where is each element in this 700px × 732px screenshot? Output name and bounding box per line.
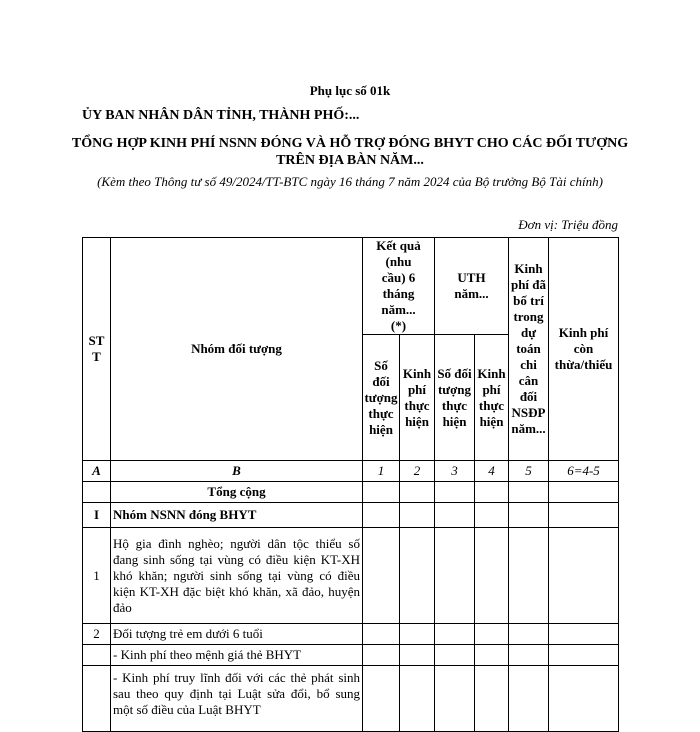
row-stt: 1 xyxy=(83,528,111,624)
value-cell xyxy=(549,645,619,666)
row-stt: 2 xyxy=(83,624,111,645)
row-total-label: Tổng cộng xyxy=(111,482,363,503)
value-cell xyxy=(400,645,435,666)
value-cell xyxy=(400,482,435,503)
value-cell xyxy=(549,624,619,645)
row-label: - Kinh phí truy lĩnh đối với các thẻ phát sinh sau theo quy định tại Luật sửa đổi, bổ sung một số điều của Luật BHYT xyxy=(111,666,363,732)
row-label: Hộ gia đình nghèo; người dân tộc thiểu số đang sinh sống tại vùng có điều kiện KT-XH khó khăn; người sinh sống tại vùng có điều kiện KT-XH đặc biệt khó khăn, xã đảo, huyện đảo xyxy=(111,528,363,624)
header-uth: UTH năm... xyxy=(435,238,509,335)
value-cell xyxy=(363,503,400,528)
header-stt: STT xyxy=(83,238,111,461)
value-cell xyxy=(509,503,549,528)
document-title: TỔNG HỢP KINH PHÍ NSNN ĐÓNG VÀ HỖ TRỢ ĐÓNG BHYT CHO CÁC ĐỐI TƯỢNG TRÊN ĐỊA BÀN NĂM... xyxy=(71,136,629,168)
value-cell xyxy=(400,503,435,528)
row-label: Đối tượng trẻ em dưới 6 tuổi xyxy=(111,624,363,645)
value-cell xyxy=(435,503,475,528)
code-cell: 3 xyxy=(435,461,475,482)
table-row xyxy=(83,503,619,528)
code-cell: 4 xyxy=(475,461,509,482)
row-stt xyxy=(83,666,111,732)
header-result: Kết quả (nhu cầu) 6 tháng năm... (*) xyxy=(363,238,435,335)
value-cell xyxy=(363,528,400,624)
code-cell: B xyxy=(111,461,363,482)
row-label: - Kinh phí theo mệnh giá thẻ BHYT xyxy=(111,645,363,666)
value-cell xyxy=(549,503,619,528)
table-row xyxy=(83,624,619,645)
value-cell xyxy=(363,482,400,503)
value-cell xyxy=(509,482,549,503)
value-cell xyxy=(400,528,435,624)
table-row xyxy=(83,482,619,503)
column-code-row xyxy=(83,461,619,482)
value-cell xyxy=(549,666,619,732)
value-cell xyxy=(363,666,400,732)
value-cell xyxy=(509,528,549,624)
value-cell xyxy=(400,624,435,645)
header-allocated: Kinh phí đã bố trí trong dự toán chi cân đối NSĐP năm... xyxy=(509,238,549,461)
code-cell: 2 xyxy=(400,461,435,482)
row-stt xyxy=(83,482,111,503)
value-cell xyxy=(509,624,549,645)
value-cell xyxy=(435,528,475,624)
code-cell: 1 xyxy=(363,461,400,482)
table-row xyxy=(83,666,619,732)
row-stt xyxy=(83,645,111,666)
appendix-label: Phụ lục số 01k xyxy=(309,83,391,98)
value-cell xyxy=(475,528,509,624)
value-cell xyxy=(549,482,619,503)
value-cell xyxy=(435,666,475,732)
row-group-label: Nhóm NSNN đóng BHYT xyxy=(111,503,363,528)
value-cell xyxy=(363,645,400,666)
value-cell xyxy=(549,528,619,624)
value-cell xyxy=(400,666,435,732)
code-cell: A xyxy=(83,461,111,482)
header-remaining: Kinh phí còn thừa/thiếu xyxy=(549,238,619,461)
value-cell xyxy=(475,666,509,732)
value-cell xyxy=(435,645,475,666)
value-cell xyxy=(509,645,549,666)
value-cell xyxy=(475,645,509,666)
document-subtitle: (Kèm theo Thông tư số 49/2024/TT-BTC ngày 16 tháng 7 năm 2024 của Bộ trưởng Bộ Tài chính) xyxy=(97,174,603,189)
value-cell xyxy=(475,503,509,528)
value-cell xyxy=(363,624,400,645)
value-cell xyxy=(475,624,509,645)
value-cell xyxy=(435,624,475,645)
header-count-6m: Số đối tượng thực hiện xyxy=(363,335,400,461)
table-row xyxy=(83,645,619,666)
committee-name: ỦY BAN NHÂN DÂN TỈNH, THÀNH PHỐ:... xyxy=(82,108,360,123)
unit-label: Đơn vị: Triệu đồng xyxy=(518,217,618,232)
value-cell xyxy=(475,482,509,503)
summary-table xyxy=(82,237,619,732)
table-row xyxy=(83,528,619,624)
code-cell: 5 xyxy=(509,461,549,482)
header-cost-uth: Kinh phí thực hiện xyxy=(475,335,509,461)
row-stt: I xyxy=(83,503,111,528)
header-count-uth: Số đối tượng thực hiện xyxy=(435,335,475,461)
header-group: Nhóm đối tượng xyxy=(111,238,363,461)
value-cell xyxy=(509,666,549,732)
value-cell xyxy=(435,482,475,503)
code-cell: 6=4-5 xyxy=(549,461,619,482)
header-cost-6m: Kinh phí thực hiện xyxy=(400,335,435,461)
